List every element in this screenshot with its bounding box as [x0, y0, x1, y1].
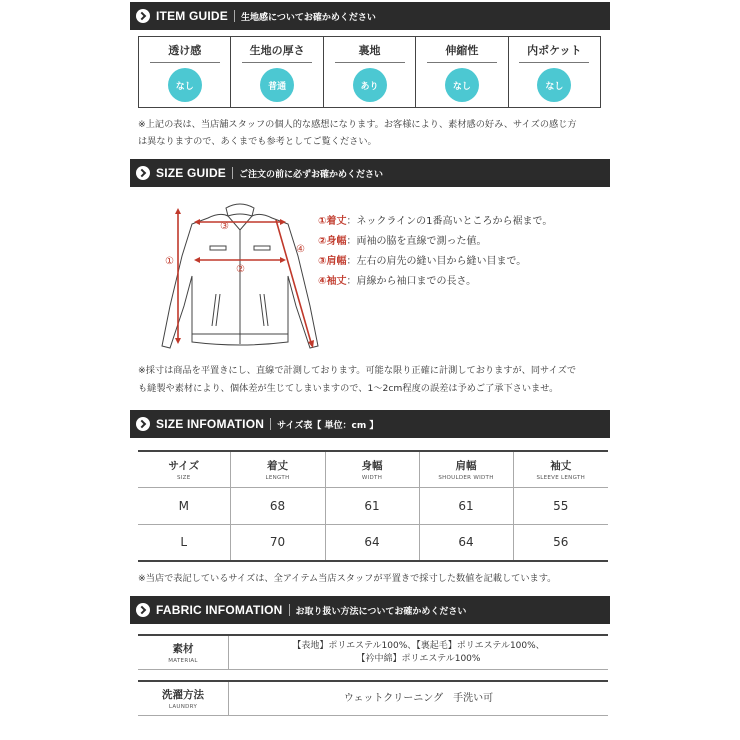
header-en: SIZE — [176, 474, 191, 481]
header-jp: 袖丈 — [550, 459, 572, 472]
definition-label: ①着丈 — [318, 216, 347, 227]
note-line: ※上記の表は、当店舗スタッフの個人的な感想になります。お客様により、素材感の好み、サイズの感じ方 — [138, 119, 577, 130]
item-guide-cell — [324, 37, 416, 107]
header-jp: サイズ — [168, 459, 200, 472]
item-guide-label: 生地の厚さ — [242, 42, 312, 63]
item-guide-header — [130, 2, 610, 30]
table-row — [138, 524, 608, 561]
size-info-note: ※当店で表記しているサイズは、全アイテム当店スタッフが平置きで採寸した数値を記載しています。 — [138, 573, 557, 584]
item-guide-table — [138, 36, 601, 108]
definition-row — [318, 272, 608, 292]
table-header-row — [138, 451, 608, 487]
table-cell: 68 — [230, 487, 325, 524]
definition-row — [318, 232, 608, 252]
definition-label: ③肩幅 — [318, 256, 347, 267]
divider — [270, 418, 271, 430]
item-guide-badge: なし — [537, 68, 571, 102]
material-line: 【衿中綿】ポリエステル100% — [356, 653, 481, 664]
size-table — [138, 450, 608, 562]
fabric-info-header — [130, 596, 610, 624]
table-cell: 61 — [325, 487, 419, 524]
size-guide-header — [130, 159, 610, 187]
fabric-info-subtitle: お取り扱い方法についてお確かめください — [295, 606, 467, 617]
item-guide-cell — [509, 37, 600, 107]
definition-label: ④袖丈 — [318, 276, 347, 287]
item-guide-badge: なし — [168, 68, 202, 102]
item-guide-badge: あり — [353, 68, 387, 102]
note-line: は異なりますので、あくまでも参考としてご覧ください。 — [138, 136, 377, 147]
table-header — [419, 451, 513, 487]
item-guide-cell — [139, 37, 231, 107]
material-row — [138, 634, 608, 670]
table-header — [138, 451, 230, 487]
measurement-definitions — [318, 212, 608, 292]
item-guide-badge: 普通 — [260, 68, 294, 102]
item-guide-label: 裏地 — [335, 42, 405, 63]
table-cell: 64 — [419, 524, 513, 561]
table-header — [513, 451, 608, 487]
divider — [289, 604, 290, 616]
chevron-right-icon — [136, 9, 150, 23]
item-guide-note — [138, 116, 608, 150]
chevron-right-icon — [136, 417, 150, 431]
item-guide-label: 透け感 — [150, 42, 220, 63]
table-header — [325, 451, 419, 487]
table-cell: 56 — [513, 524, 608, 561]
chevron-right-icon — [136, 166, 150, 180]
header-en: SHOULDER WIDTH — [438, 474, 494, 481]
laundry-value: ウェットクリーニング 手洗い可 — [343, 693, 494, 704]
size-info-subtitle: サイズ表【 単位：cm 】 — [277, 420, 379, 431]
note-line: も縫製や素材により、個体差が生じてしまいますので、1〜2cm程度の誤差は予めご了承下さいませ。 — [138, 383, 559, 394]
chevron-right-icon — [136, 603, 150, 617]
table-cell: 55 — [513, 487, 608, 524]
header-en: SLEEVE LENGTH — [536, 474, 586, 481]
divider — [234, 10, 235, 22]
jacket-outline — [162, 204, 318, 348]
item-guide-title: ITEM GUIDE — [156, 9, 229, 23]
table-cell: L — [138, 524, 230, 561]
definition-text: ：肩線から袖口までの長さ。 — [346, 276, 477, 287]
item-guide-cell — [231, 37, 323, 107]
definition-label: ②身幅 — [318, 236, 347, 247]
size-guide-title: SIZE GUIDE — [156, 166, 227, 180]
table-row — [138, 487, 608, 524]
note-line: ※採寸は商品を平置きにし、直線で計測しております。可能な限り正確に計測しておりますが、同サイズで — [138, 365, 577, 376]
size-info-header — [130, 410, 610, 438]
header-jp: 着丈 — [267, 459, 288, 472]
material-label: 素材 — [172, 643, 194, 655]
table-header — [230, 451, 325, 487]
table-cell: 61 — [419, 487, 513, 524]
size-guide-note — [138, 362, 608, 398]
item-guide-label: 内ポケット — [519, 42, 589, 63]
definition-text: ：ネックラインの1番高いところから裾まで。 — [346, 216, 553, 227]
material-header — [138, 636, 229, 669]
marker-sleeve: ④ — [296, 244, 305, 255]
header-jp: 肩幅 — [455, 459, 477, 472]
marker-shoulder: ③ — [220, 221, 229, 232]
fabric-info-title: FABRIC INFOMATION — [156, 603, 283, 617]
header-en: WIDTH — [361, 474, 383, 481]
laundry-label-en: LAUNDRY — [168, 704, 198, 710]
header-en: LENGTH — [265, 474, 290, 481]
item-guide-subtitle: 生地感についてお確かめください — [241, 12, 376, 23]
jacket-measurement-diagram — [148, 196, 328, 356]
material-value — [229, 636, 608, 669]
item-guide-badge: なし — [445, 68, 479, 102]
material-label-en: MATERIAL — [168, 658, 198, 664]
definition-row — [318, 212, 608, 232]
marker-width: ② — [236, 264, 245, 275]
marker-length: ① — [165, 256, 174, 267]
item-guide-cell — [416, 37, 508, 107]
table-cell: M — [138, 487, 230, 524]
header-jp: 身幅 — [361, 459, 383, 472]
material-line: 【表地】ポリエステル100%、【裏起毛】ポリエステル100%、 — [292, 640, 545, 651]
divider — [232, 167, 233, 179]
laundry-label: 洗濯方法 — [162, 689, 204, 701]
laundry-row — [138, 680, 608, 716]
table-cell: 70 — [230, 524, 325, 561]
definition-row — [318, 252, 608, 272]
size-info-title: SIZE INFOMATION — [156, 417, 265, 431]
laundry-header — [138, 682, 229, 715]
measurement-lines — [175, 208, 314, 348]
item-guide-label: 伸縮性 — [427, 42, 497, 63]
table-cell: 64 — [325, 524, 419, 561]
definition-text: ：両袖の脇を直線で測った値。 — [346, 236, 487, 247]
size-guide-subtitle: ご注文の前に必ずお確かめください — [239, 169, 384, 180]
definition-text: ：左右の肩先の縫い目から縫い目まで。 — [346, 256, 527, 267]
